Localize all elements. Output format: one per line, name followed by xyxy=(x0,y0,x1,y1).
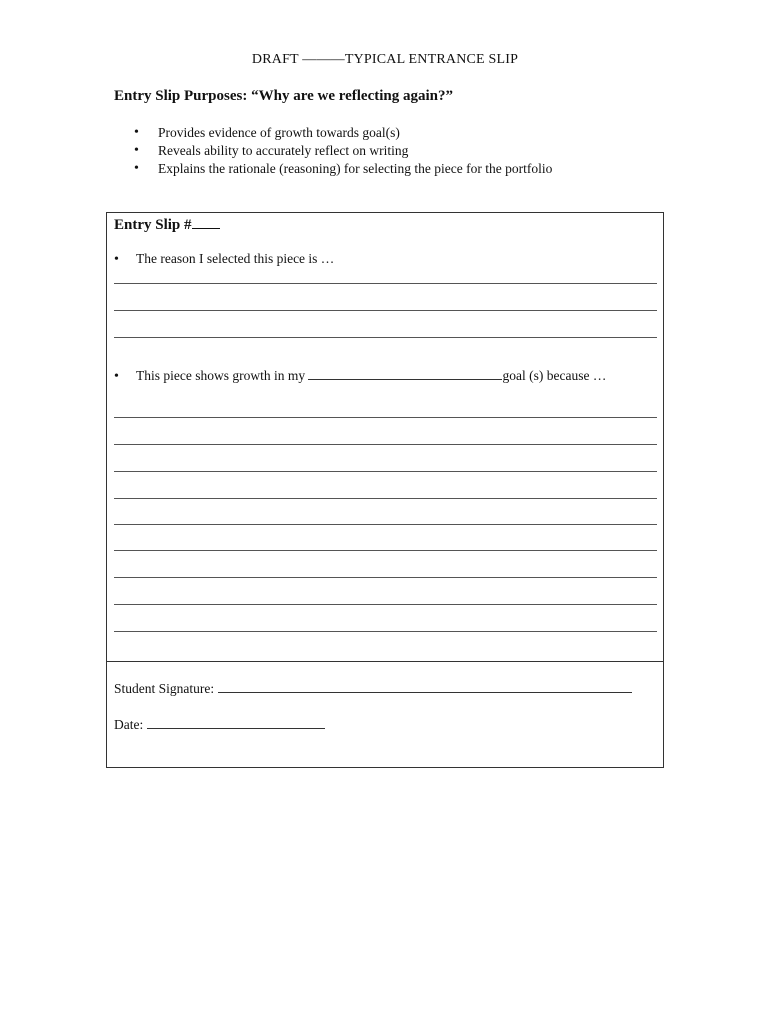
growth-write-line[interactable] xyxy=(114,631,657,632)
purpose-item-text: Explains the rationale (reasoning) for selecting the piece for the portfolio xyxy=(158,161,553,176)
growth-write-line[interactable] xyxy=(114,604,657,605)
bullet-icon: • xyxy=(114,369,119,384)
reason-write-line[interactable] xyxy=(114,310,657,311)
section-divider xyxy=(107,661,663,662)
purposes-list xyxy=(134,124,552,178)
growth-write-line[interactable] xyxy=(114,444,657,445)
signature-row xyxy=(114,680,632,697)
entry-slip-form xyxy=(106,212,664,768)
entry-slip-heading-text: Entry Slip # xyxy=(114,217,192,233)
document-title: DRAFT ———TYPICAL ENTRANCE SLIP xyxy=(251,52,519,67)
reason-prompt xyxy=(114,251,334,268)
growth-write-line[interactable] xyxy=(114,417,657,418)
purposes-heading: Entry Slip Purposes: “Why are we reflecting again?” xyxy=(114,88,454,104)
growth-write-line[interactable] xyxy=(114,471,657,472)
date-row xyxy=(114,716,325,733)
date-label: Date: xyxy=(114,717,144,732)
purpose-item-text: Reveals ability to accurately reflect on writing xyxy=(158,143,409,158)
bullet-icon: • xyxy=(134,125,139,140)
date-field[interactable] xyxy=(147,716,325,729)
reason-prompt-text: The reason I selected this piece is … xyxy=(136,251,335,266)
purpose-item xyxy=(134,124,552,142)
signature-label: Student Signature: xyxy=(114,681,215,696)
purpose-item xyxy=(134,160,552,178)
growth-write-line[interactable] xyxy=(114,498,657,499)
reason-write-line[interactable] xyxy=(114,283,657,284)
entry-slip-heading xyxy=(114,215,220,234)
growth-prompt xyxy=(114,367,606,385)
bullet-icon: • xyxy=(134,161,139,176)
growth-write-line[interactable] xyxy=(114,577,657,578)
slip-number-blank[interactable] xyxy=(192,215,220,229)
growth-write-line[interactable] xyxy=(114,550,657,551)
bullet-icon: • xyxy=(134,143,139,158)
growth-write-line[interactable] xyxy=(114,524,657,525)
goal-blank[interactable] xyxy=(308,367,502,380)
reason-write-line[interactable] xyxy=(114,337,657,338)
growth-prompt-text-before: This piece shows growth in my xyxy=(136,368,309,383)
purpose-item-text: Provides evidence of growth towards goal(s) xyxy=(158,125,400,140)
signature-field[interactable] xyxy=(218,680,632,693)
growth-prompt-text-after: goal (s) because … xyxy=(502,368,607,383)
bullet-icon: • xyxy=(114,252,119,267)
purpose-item xyxy=(134,142,552,160)
